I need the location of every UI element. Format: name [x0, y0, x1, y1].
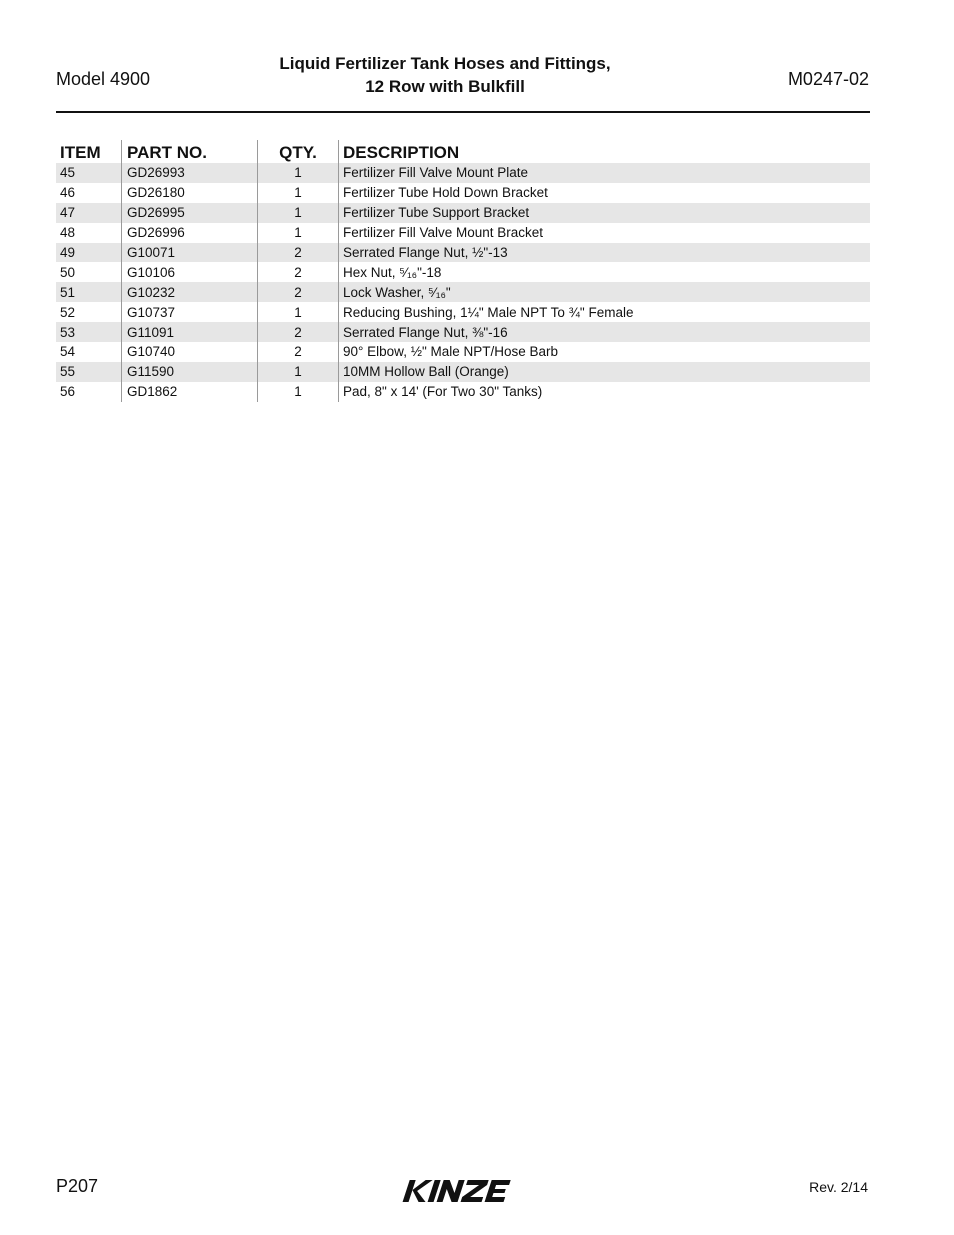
table-row [56, 163, 870, 183]
description-cell: Hex Nut, ⁵⁄₁₆"-18 [338, 262, 870, 282]
page-number: P207 [56, 1176, 99, 1196]
item-cell: 55 [60, 364, 76, 380]
quantity-cell: 1 [257, 382, 338, 402]
table-row [56, 282, 870, 302]
part-number-cell: G11590 [121, 362, 257, 382]
quantity-cell: 1 [257, 183, 338, 203]
model-label: Model 4900 [56, 69, 151, 89]
table-header-row [56, 140, 870, 163]
column-header-part-no: PART NO. [121, 140, 257, 163]
item-cell: 56 [60, 384, 76, 400]
part-number-cell: GD26995 [121, 203, 257, 223]
table-row [56, 243, 870, 263]
page-title-line-1: Liquid Fertilizer Tank Hoses and Fittings, [279, 54, 611, 73]
description-cell: Lock Washer, ⁵⁄₁₆" [338, 282, 870, 302]
kinze-logo-icon [402, 1176, 524, 1206]
table-row [56, 342, 870, 362]
table-row [56, 262, 870, 282]
description-cell: Reducing Bushing, 1¼" Male NPT To ¾" Female [338, 302, 870, 322]
part-number-cell: GD26180 [121, 183, 257, 203]
item-cell: 51 [60, 284, 76, 300]
table-row [56, 322, 870, 342]
revision-label: Rev. 2/14 [809, 1179, 868, 1195]
item-cell: 50 [60, 264, 76, 280]
description-cell: Fertilizer Fill Valve Mount Plate [338, 163, 870, 183]
part-number-cell: G10740 [121, 342, 257, 362]
page-title-line-2: 12 Row with Bulkfill [365, 77, 525, 96]
column-header-description: DESCRIPTION [338, 140, 870, 163]
part-number-cell: G10071 [121, 243, 257, 263]
description-cell: Serrated Flange Nut, ½"-13 [338, 243, 870, 263]
part-number-cell: G10106 [121, 262, 257, 282]
item-cell: 52 [60, 304, 76, 320]
quantity-cell: 2 [257, 262, 338, 282]
quantity-cell: 1 [257, 302, 338, 322]
quantity-cell: 2 [257, 322, 338, 342]
quantity-cell: 1 [257, 362, 338, 382]
quantity-cell: 1 [257, 203, 338, 223]
description-cell: Serrated Flange Nut, ⅜"-16 [338, 322, 870, 342]
part-number-cell: GD1862 [121, 382, 257, 402]
table-row [56, 183, 870, 203]
quantity-cell: 2 [257, 243, 338, 263]
description-cell: Pad, 8" x 14' (For Two 30" Tanks) [338, 382, 870, 402]
quantity-cell: 2 [257, 342, 338, 362]
part-number-cell: G10737 [121, 302, 257, 322]
item-cell: 46 [60, 185, 76, 201]
description-cell: Fertilizer Tube Hold Down Bracket [338, 183, 870, 203]
table-body [56, 163, 870, 402]
description-cell: Fertilizer Fill Valve Mount Bracket [338, 223, 870, 243]
quantity-cell: 1 [257, 223, 338, 243]
column-header-qty: QTY. [257, 140, 338, 163]
table-row [56, 302, 870, 322]
quantity-cell: 2 [257, 282, 338, 302]
item-cell: 53 [60, 324, 76, 340]
part-number-cell: GD26996 [121, 223, 257, 243]
table-row [56, 203, 870, 223]
page-title [236, 52, 654, 98]
table-row [56, 223, 870, 243]
header-divider [56, 111, 870, 113]
quantity-cell: 1 [257, 163, 338, 183]
table-row [56, 362, 870, 382]
item-cell: 45 [60, 165, 76, 181]
item-cell: 54 [60, 344, 76, 360]
column-header-item: ITEM [60, 143, 101, 162]
part-number-cell: G11091 [121, 322, 257, 342]
part-number-cell: G10232 [121, 282, 257, 302]
item-cell: 49 [60, 245, 76, 260]
table-row [56, 382, 870, 402]
item-cell: 48 [60, 225, 76, 241]
item-cell: 47 [60, 205, 76, 221]
description-cell: 10MM Hollow Ball (Orange) [338, 362, 870, 382]
document-number: M0247-02 [787, 69, 869, 89]
parts-table [56, 140, 870, 402]
description-cell: Fertilizer Tube Support Bracket [338, 203, 870, 223]
description-cell: 90° Elbow, ½" Male NPT/Hose Barb [338, 342, 870, 362]
part-number-cell: GD26993 [121, 163, 257, 183]
